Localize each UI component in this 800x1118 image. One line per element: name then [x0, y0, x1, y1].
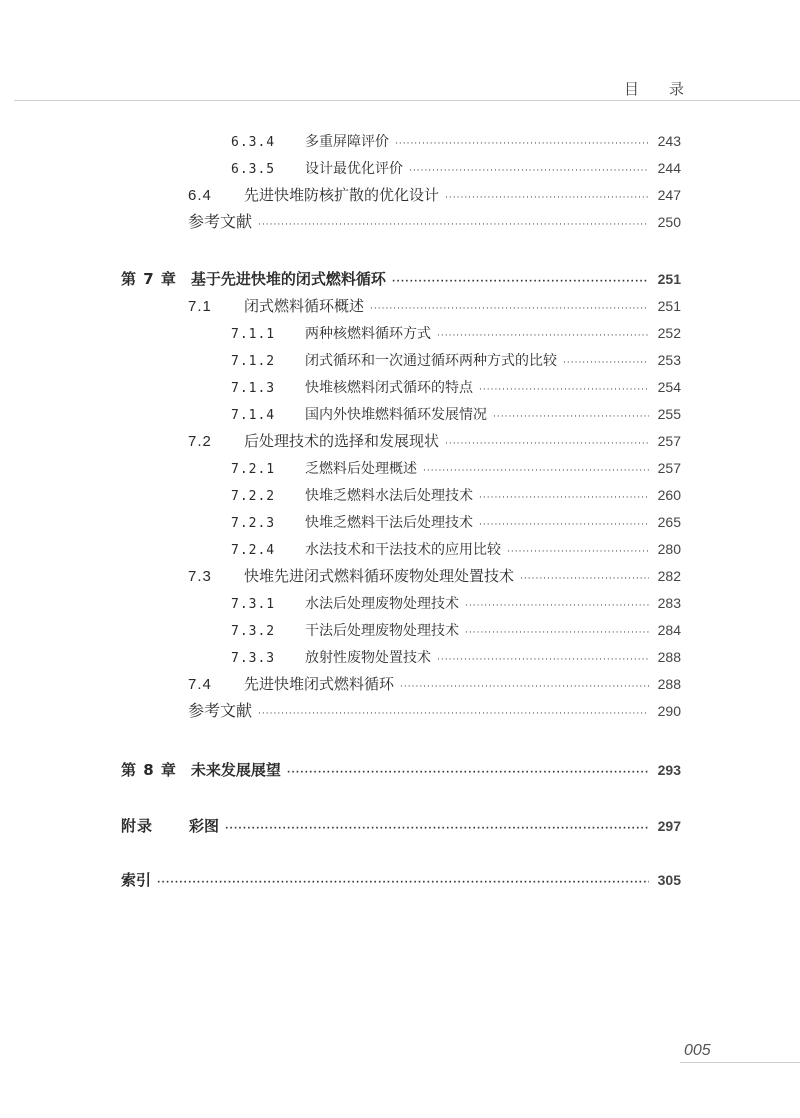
toc-entry-page: 282 [657, 568, 681, 584]
toc-entry-page: 254 [657, 379, 681, 395]
toc-entry-title: 闭式循环和一次通过循环两种方式的比较 [305, 353, 557, 369]
toc-entry-page: 257 [657, 460, 681, 476]
toc-entry-title: 设计最优化评价 [305, 161, 403, 177]
toc-dot-leader [563, 352, 649, 374]
toc-dot-leader [520, 568, 649, 590]
toc-entry-page: 290 [657, 703, 681, 719]
toc-entry[interactable] [231, 538, 681, 560]
toc-entry[interactable] [188, 565, 681, 587]
toc-entry-title: 基于先进快堆的闭式燃料循环 [190, 270, 386, 288]
toc-entry-number: 第 7 章 [121, 270, 177, 288]
toc-entry[interactable] [231, 157, 681, 179]
toc-entry-title: 快堆乏燃料水法后处理技术 [305, 488, 473, 504]
toc-entry-title: 多重屏障评价 [305, 134, 389, 150]
toc-entry-page: 255 [657, 406, 681, 422]
toc-dot-leader [479, 514, 649, 536]
toc-entry-page: 260 [657, 487, 681, 503]
toc-entry-title: 放射性废物处置技术 [305, 650, 431, 666]
toc-dot-leader [507, 541, 649, 563]
toc-entry-number: 7.1.1 [231, 327, 276, 342]
toc-dot-leader [423, 460, 649, 482]
toc-entry-number: 7.3.1 [231, 597, 276, 612]
toc-dot-leader [287, 762, 649, 784]
toc-dot-leader [400, 676, 649, 698]
toc-dot-leader [437, 649, 649, 671]
page-number: 005 [684, 1042, 711, 1059]
toc-entry[interactable] [231, 130, 681, 152]
toc-entry-number: 6.4 [188, 187, 212, 204]
toc-dot-leader [479, 487, 649, 509]
toc-entry[interactable] [188, 700, 681, 722]
toc-entry-page: 251 [657, 298, 681, 314]
toc-entry-title: 两种核燃料循环方式 [305, 326, 431, 342]
toc-dot-leader [437, 325, 649, 347]
toc-entry-number: 附录 [121, 817, 154, 835]
toc-dot-leader [395, 133, 649, 155]
toc-dot-leader [465, 622, 649, 644]
toc-entry-title: 乏燃料后处理概述 [305, 461, 417, 477]
toc-entry-page: 283 [657, 595, 681, 611]
toc-entry-title: 快堆先进闭式燃料循环废物处理处置技术 [244, 567, 515, 585]
toc-entry-page: 247 [657, 187, 681, 203]
toc-dot-leader [392, 271, 649, 293]
toc-entry-title: 参考文献 [188, 212, 253, 231]
toc-entry-page: 250 [657, 214, 681, 230]
toc-entry-page: 297 [657, 818, 681, 834]
toc-entry[interactable] [188, 430, 681, 452]
toc-entry-title: 先进快堆闭式燃料循环 [244, 675, 395, 693]
toc-dot-leader [225, 818, 649, 840]
toc-entry-title: 参考文献 [188, 701, 253, 720]
toc-dot-leader [479, 379, 649, 401]
toc-entry-number: 7.3 [188, 568, 212, 585]
toc-entry-number: 6.3.5 [231, 162, 276, 177]
toc-entry-number: 7.3.3 [231, 651, 276, 666]
toc-entry[interactable] [231, 619, 681, 641]
running-header-title: 目录 [624, 80, 715, 98]
toc-entry-title: 后处理技术的选择和发展现状 [244, 432, 440, 450]
toc-entry-page: 265 [657, 514, 681, 530]
toc-entry[interactable] [121, 759, 681, 781]
toc-entry-number: 第 8 章 [121, 761, 177, 779]
toc-entry-number: 7.3.2 [231, 624, 276, 639]
toc-dot-leader [157, 872, 649, 894]
toc-dot-leader [445, 187, 649, 209]
toc-entry-page: 253 [657, 352, 681, 368]
toc-entry-page: 305 [657, 872, 681, 888]
toc-entry-page: 293 [657, 762, 681, 778]
toc-entry-page: 243 [657, 133, 681, 149]
toc-entry[interactable] [121, 815, 681, 837]
toc-dot-leader [258, 703, 649, 725]
toc-entry-title: 彩图 [189, 817, 220, 835]
toc-entry[interactable] [231, 349, 681, 371]
toc-entry-title: 水法后处理废物处理技术 [305, 596, 459, 612]
toc-entry[interactable] [188, 295, 681, 317]
toc-entry-number: 7.2.3 [231, 516, 276, 531]
toc-entry-title: 水法技术和干法技术的应用比较 [305, 542, 501, 558]
toc-entry[interactable] [188, 211, 681, 233]
toc-entry-number: 7.2.1 [231, 462, 276, 477]
toc-entry-page: 288 [657, 676, 681, 692]
toc-entry-number: 7.2.4 [231, 543, 276, 558]
toc-entry[interactable] [231, 511, 681, 533]
toc-dot-leader [370, 298, 649, 320]
toc-entry-number: 7.2 [188, 433, 212, 450]
toc-entry-number: 7.2.2 [231, 489, 276, 504]
toc-dot-leader [465, 595, 649, 617]
toc-entry-page: 280 [657, 541, 681, 557]
toc-entry[interactable] [231, 322, 681, 344]
toc-entry-number: 7.1.2 [231, 354, 276, 369]
footer-divider [680, 1062, 800, 1063]
toc-dot-leader [493, 406, 649, 428]
toc-entry-page: 288 [657, 649, 681, 665]
toc-entry-title: 干法后处理废物处理技术 [305, 623, 459, 639]
toc-entry-title: 索引 [121, 871, 152, 889]
toc-entry-title: 未来发展展望 [190, 761, 281, 779]
toc-entry-title: 国内外快堆燃料循环发展情况 [305, 407, 487, 423]
toc-entry[interactable] [231, 592, 681, 614]
toc-entry-page: 257 [657, 433, 681, 449]
toc-entry-number: 7.4 [188, 676, 212, 693]
toc-entry-title: 闭式燃料循环概述 [244, 297, 365, 315]
toc-dot-leader [445, 433, 649, 455]
toc-entry[interactable] [231, 457, 681, 479]
toc-entry[interactable] [188, 184, 681, 206]
toc-entry-page: 284 [657, 622, 681, 638]
toc-entry-number: 6.3.4 [231, 135, 276, 150]
toc-entry[interactable] [231, 403, 681, 425]
toc-entry-page: 251 [657, 271, 681, 287]
toc-entry[interactable] [121, 268, 681, 290]
toc-entry-page: 244 [657, 160, 681, 176]
toc-entry-page: 252 [657, 325, 681, 341]
toc-entry-number: 7.1 [188, 298, 212, 315]
toc-dot-leader [409, 160, 649, 182]
toc-entry[interactable] [231, 484, 681, 506]
toc-entry-title: 先进快堆防核扩散的优化设计 [244, 186, 440, 204]
toc-entry[interactable] [231, 646, 681, 668]
toc-entry-title: 快堆乏燃料干法后处理技术 [305, 515, 473, 531]
toc-entry-number: 7.1.3 [231, 381, 276, 396]
toc-entry[interactable] [188, 673, 681, 695]
toc-entry[interactable] [121, 869, 681, 891]
toc-dot-leader [258, 214, 649, 236]
toc-entry[interactable] [231, 376, 681, 398]
toc-entry-number: 7.1.4 [231, 408, 276, 423]
toc-entry-title: 快堆核燃料闭式循环的特点 [305, 380, 473, 396]
